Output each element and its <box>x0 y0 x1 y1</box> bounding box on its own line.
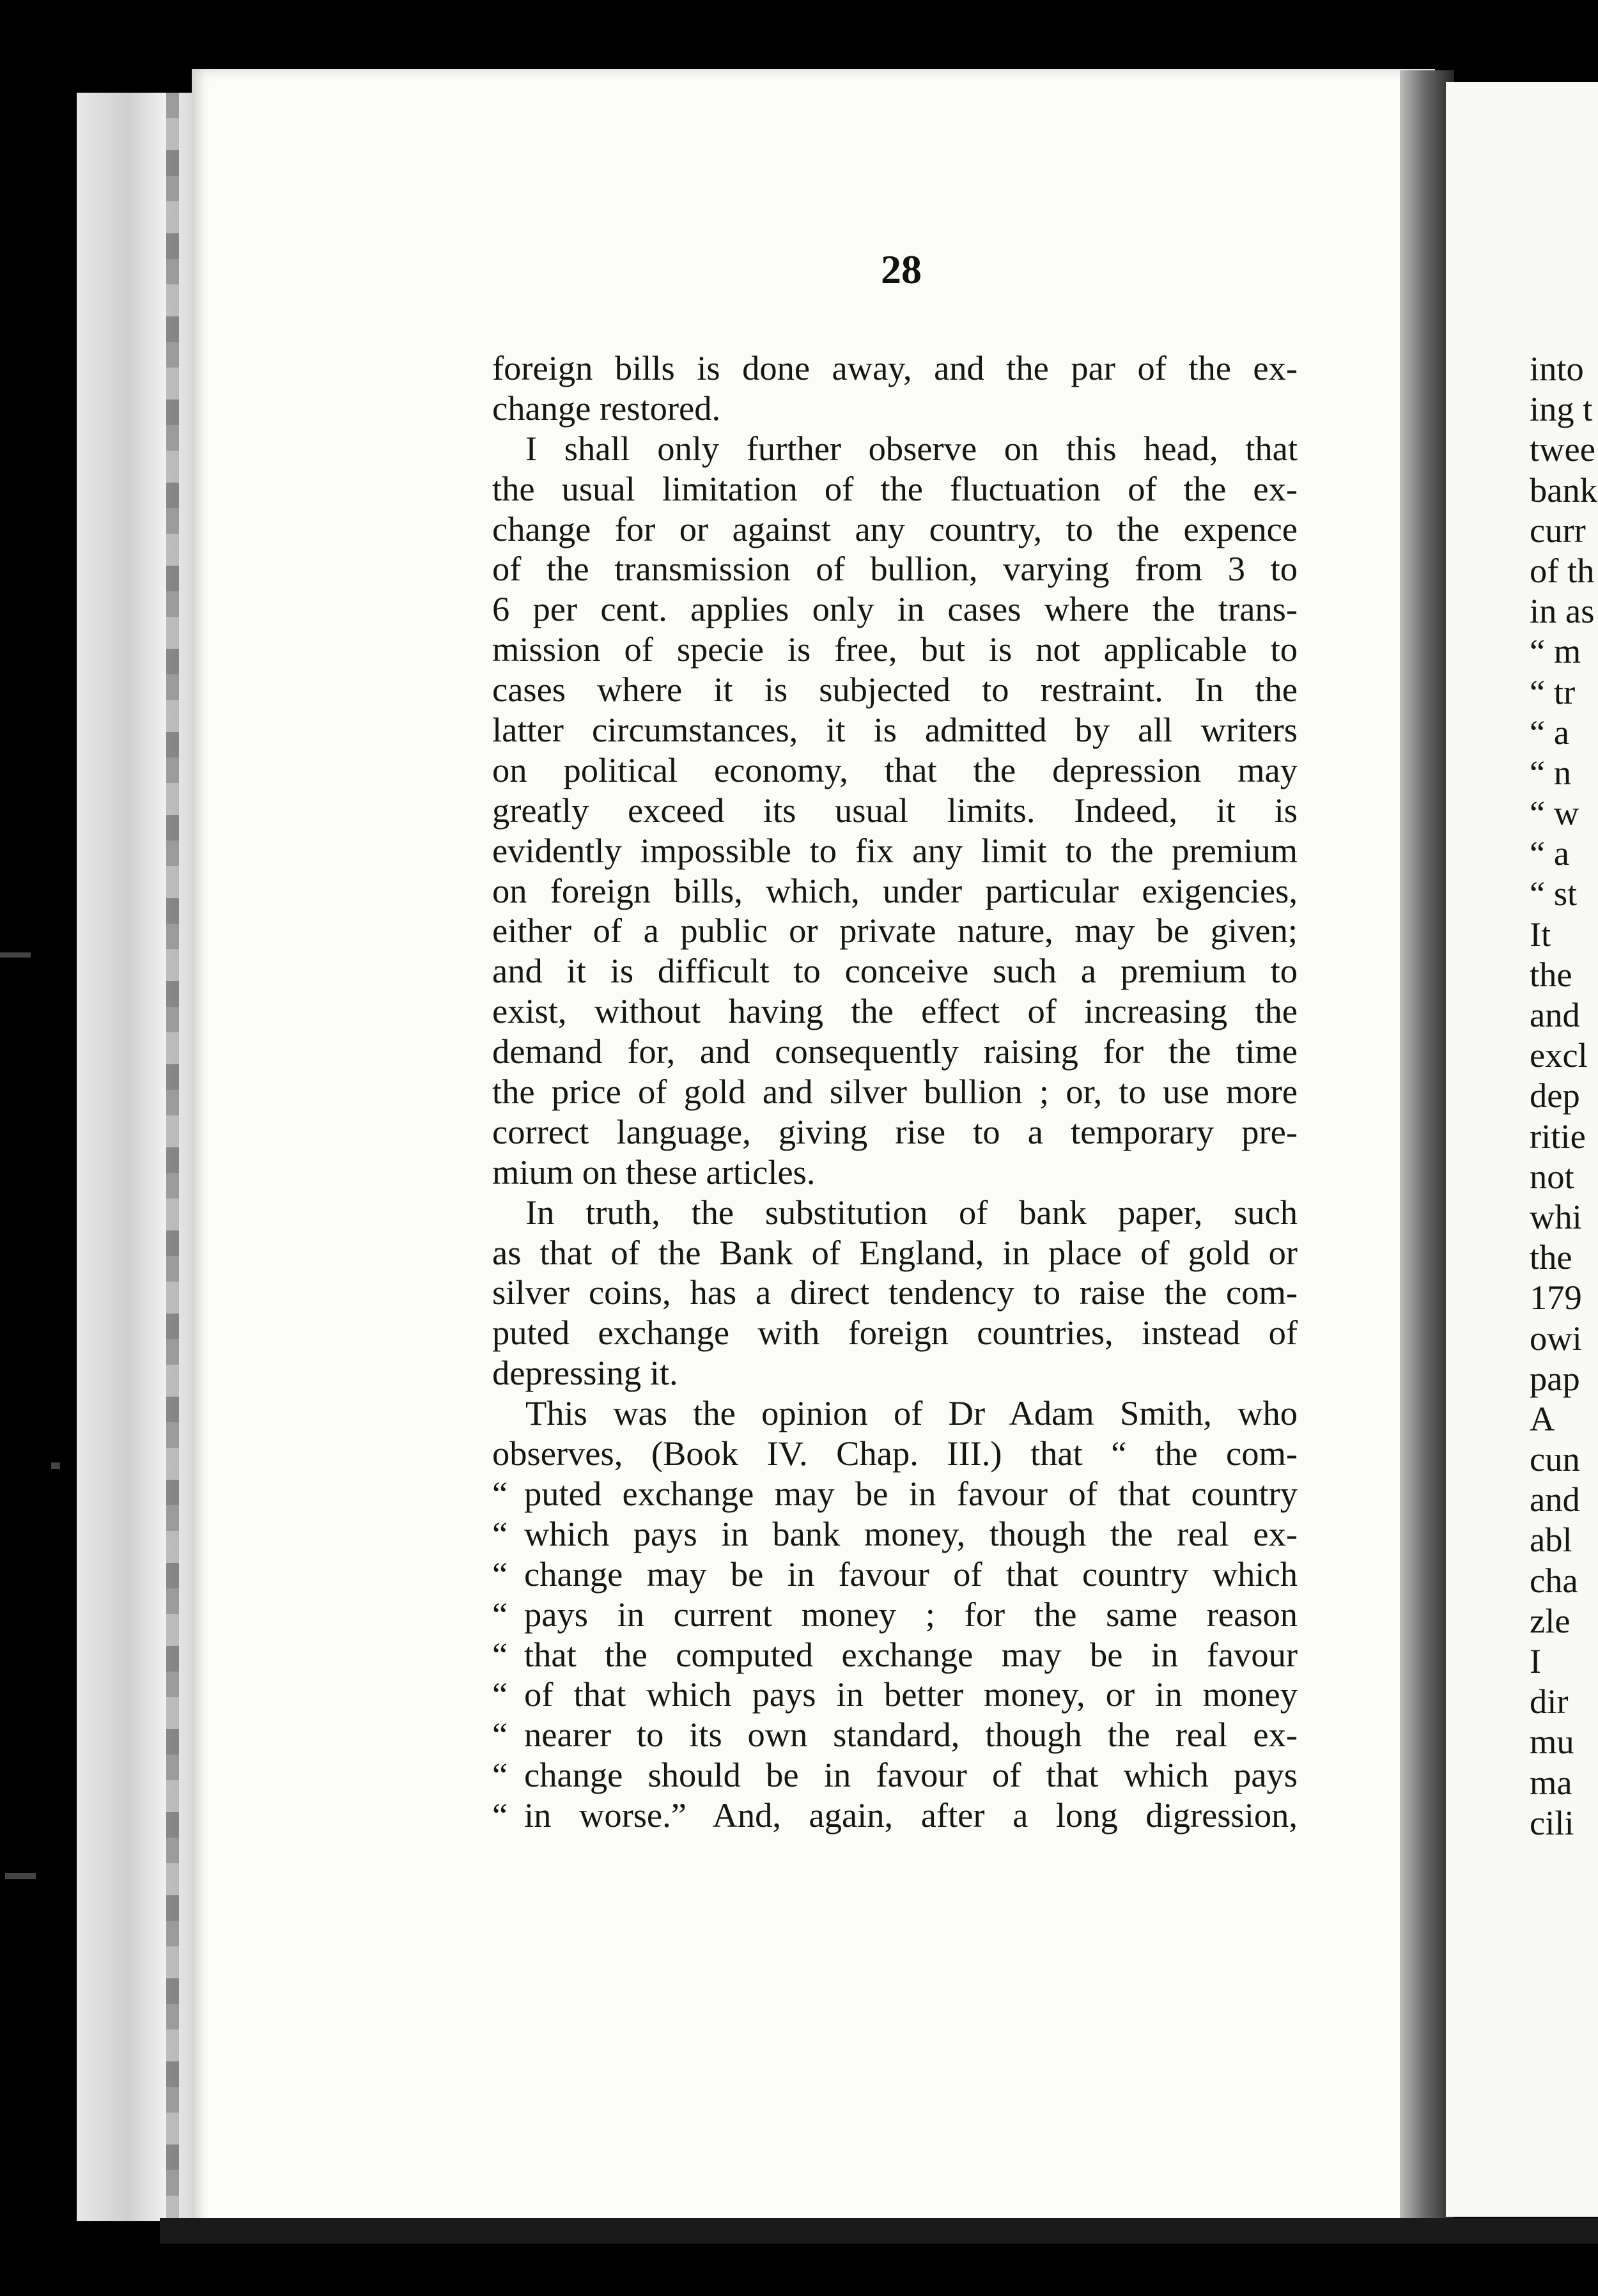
text-line <box>492 710 1298 750</box>
next-page-fragment: the <box>1530 1237 1572 1277</box>
text-line-content: of the transmission of bullion, varying from 3 to <box>492 549 1298 589</box>
scan-mark <box>51 1462 60 1469</box>
next-page-fragment: curr <box>1530 510 1586 550</box>
text-line-content: nearer to its own standard, though the real ex- <box>524 1715 1298 1755</box>
text-line <box>492 951 1298 991</box>
text-line <box>492 630 1298 670</box>
next-page-fragment: “ a <box>1530 712 1570 752</box>
next-page-fragment: mu <box>1530 1722 1574 1762</box>
text-line-content: cases where it is subjected to restraint. In the <box>492 670 1298 710</box>
text-line <box>492 429 1298 469</box>
text-line <box>492 991 1298 1032</box>
text-line <box>492 1032 1298 1072</box>
text-line <box>492 1796 1298 1836</box>
quote-mark: “ <box>492 1554 508 1594</box>
text-line-content: observes, (Book IV. Chap. III.) that “ the com- <box>492 1434 1298 1473</box>
text-line-content: the usual limitation of the fluctuation of the ex- <box>492 469 1298 508</box>
text-line <box>492 348 1298 389</box>
text-line-content: evidently impossible to fix any limit to the premium <box>492 830 1298 870</box>
next-page-fragment: dep <box>1530 1076 1580 1115</box>
next-page-fragment: zle <box>1530 1601 1571 1640</box>
text-line <box>492 1675 1298 1715</box>
binding-fold <box>166 93 179 2221</box>
text-line <box>492 1514 1298 1555</box>
text-line <box>492 670 1298 710</box>
text-line-content: 6 per cent. applies only in cases where the trans- <box>492 589 1298 629</box>
next-page-fragment: “ st <box>1530 874 1578 913</box>
text-line <box>492 469 1298 509</box>
next-page-fragment: excl <box>1530 1036 1588 1075</box>
next-page-text-fragments <box>1530 348 1598 1843</box>
text-line <box>492 791 1298 831</box>
text-line <box>492 1555 1298 1595</box>
text-line-content: of that which pays in better money, or in money <box>524 1675 1298 1714</box>
text-line-content: mission of specie is free, but is not applicable to <box>492 630 1298 669</box>
next-page-fragment: cun <box>1530 1439 1580 1479</box>
next-page-fragment: and <box>1530 1480 1580 1519</box>
text-line-content: change restored. <box>492 388 721 428</box>
text-line <box>492 871 1298 911</box>
next-page-fragment: in as <box>1530 591 1595 631</box>
text-line-content: greatly exceed its usual limits. Indeed, it is <box>492 790 1298 830</box>
text-line <box>492 1755 1298 1796</box>
next-page-fragment: ma <box>1530 1762 1572 1802</box>
text-line <box>492 549 1298 589</box>
quote-mark: “ <box>492 1514 508 1553</box>
text-line <box>492 589 1298 630</box>
next-page-fragment: of th <box>1530 550 1595 590</box>
next-page-fragment: ing t <box>1530 389 1593 429</box>
text-line-content: in worse.” And, again, after a long digression, <box>524 1796 1298 1835</box>
text-line-content: which pays in bank money, though the real ex- <box>524 1514 1298 1553</box>
text-line-content: demand for, and consequently raising for the time <box>492 1032 1298 1071</box>
text-line-content: puted exchange may be in favour of that country <box>524 1473 1298 1513</box>
next-page-fragment: not <box>1530 1156 1574 1196</box>
text-line <box>492 1313 1298 1353</box>
next-page-fragment: I <box>1530 1641 1542 1680</box>
text-line-content: pays in current money ; for the same reason <box>524 1594 1298 1634</box>
quote-mark: “ <box>492 1755 508 1795</box>
text-line-content: change should be in favour of that which pays <box>524 1755 1298 1795</box>
text-line <box>492 1474 1298 1514</box>
text-line <box>492 1072 1298 1112</box>
next-page-fragment: bank <box>1530 470 1597 509</box>
text-line-content: mium on these articles. <box>492 1152 816 1191</box>
text-line-content: In truth, the substitution of bank paper, such <box>525 1192 1298 1232</box>
text-line <box>492 1152 1298 1193</box>
next-page-fragment: “ m <box>1530 632 1581 671</box>
text-line <box>492 1715 1298 1755</box>
next-page-fragment: A <box>1530 1399 1555 1438</box>
text-line <box>492 1233 1298 1273</box>
text-line-content: change may be in favour of that country which <box>524 1554 1298 1594</box>
text-line <box>492 911 1298 951</box>
quote-mark: “ <box>492 1796 508 1835</box>
text-line-content: silver coins, has a direct tendency to raise the com- <box>492 1273 1298 1312</box>
next-page-fragment: twee <box>1530 430 1595 469</box>
next-page-fragment: 179 <box>1530 1278 1582 1317</box>
text-line <box>492 1273 1298 1313</box>
text-line-content: This was the opinion of Dr Adam Smith, who <box>525 1393 1298 1433</box>
quote-mark: “ <box>492 1473 508 1513</box>
text-line <box>492 750 1298 791</box>
next-page-fragment: “ w <box>1530 793 1579 833</box>
text-line <box>492 1595 1298 1635</box>
scan-mark <box>5 1873 36 1879</box>
text-line <box>492 1393 1298 1434</box>
quote-mark: “ <box>492 1594 508 1634</box>
text-line <box>492 831 1298 871</box>
text-line-content: change for or against any country, to the expence <box>492 509 1298 548</box>
next-page-fragment: and <box>1530 995 1580 1034</box>
text-line-content: foreign bills is done away, and the par of the ex- <box>492 348 1298 387</box>
next-page-fragment: dir <box>1530 1682 1569 1721</box>
text-line-content: the price of gold and silver bullion ; or, to use more <box>492 1072 1298 1112</box>
text-line-content: latter circumstances, it is admitted by all writers <box>492 710 1298 750</box>
next-page-fragment: owi <box>1530 1318 1582 1358</box>
text-line-content: I shall only further observe on this head, that <box>525 428 1298 468</box>
text-line <box>492 389 1298 429</box>
next-page-fragment: “ n <box>1530 752 1572 792</box>
text-line-content: and it is difficult to conceive such a premium to <box>492 951 1298 991</box>
next-page-fragment: abl <box>1530 1520 1572 1560</box>
text-line-content: that the computed exchange may be in favour <box>524 1634 1298 1674</box>
text-line <box>492 1434 1298 1474</box>
next-page-fragment: whi <box>1530 1197 1582 1236</box>
bottom-shadow <box>160 2218 1598 2244</box>
quote-mark: “ <box>492 1715 508 1755</box>
next-page-fragment: cili <box>1530 1803 1574 1842</box>
next-page-fragment: ritie <box>1530 1116 1586 1156</box>
body-text <box>492 348 1298 1836</box>
scan-mark <box>0 952 31 958</box>
text-line <box>492 1635 1298 1675</box>
text-line-content: either of a public or private nature, may be given; <box>492 911 1298 950</box>
next-page-fragment: into <box>1530 349 1584 388</box>
next-page-fragment: “ a <box>1530 834 1570 873</box>
text-line-content: as that of the Bank of England, in place of gold or <box>492 1232 1298 1272</box>
text-line-content: exist, without having the effect of increasing the <box>492 991 1298 1031</box>
quote-mark: “ <box>492 1675 508 1714</box>
next-page-fragment: pap <box>1530 1358 1580 1398</box>
next-page-fragment: cha <box>1530 1560 1578 1600</box>
text-line-content: on political economy, that the depression may <box>492 750 1298 789</box>
next-page-fragment: “ tr <box>1530 672 1576 711</box>
text-line <box>492 509 1298 550</box>
text-line-content: on foreign bills, which, under particular exigencies, <box>492 871 1298 910</box>
text-line-content: depressing it. <box>492 1353 678 1393</box>
next-page-fragment: the <box>1530 954 1572 994</box>
page-number: 28 <box>881 247 922 292</box>
text-line <box>492 1112 1298 1152</box>
text-line-content: puted exchange with foreign countries, instead of <box>492 1313 1298 1353</box>
quote-mark: “ <box>492 1634 508 1674</box>
text-line <box>492 1353 1298 1393</box>
next-page-fragment: It <box>1530 914 1551 954</box>
text-line <box>492 1193 1298 1233</box>
text-line-content: correct language, giving rise to a temporary pre- <box>492 1112 1298 1151</box>
